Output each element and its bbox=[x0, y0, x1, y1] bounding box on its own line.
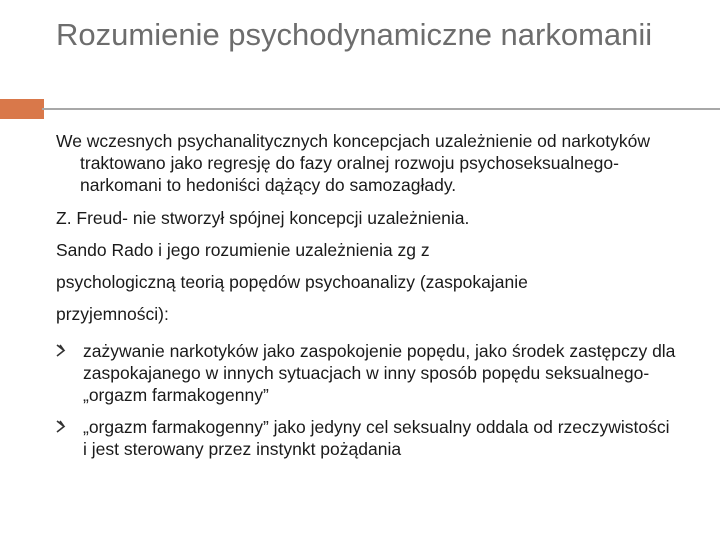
body-line-pleasure: przyjemności): bbox=[56, 304, 169, 324]
list-item bbox=[56, 416, 676, 460]
bullet-text: zażywanie narkotyków jako zaspokojenie popędu, jako środek zastępczy dla zaspokajanego w innych sytuacjach w inny sposób popędu seksualnego- „orgazm farmakogenny” bbox=[83, 341, 676, 405]
body-paragraph: We wczesnych psychanalitycznych koncepcjach uzależnienie od narkotyków traktowano jako regresję do fazy oralnej rozwoju psychoseksualnego- narkomani to hedoniści dążący do samozagłady. bbox=[56, 131, 651, 195]
slide-title: Rozumienie psychodynamiczne narkomanii bbox=[56, 17, 653, 52]
body-line-theory: psychologiczną teorią popędów psychoanalizy (zaspokajanie bbox=[56, 272, 528, 292]
title-divider bbox=[42, 108, 720, 110]
bullet-list bbox=[56, 340, 676, 460]
list-item bbox=[56, 340, 676, 406]
arrow-bullet-icon bbox=[56, 342, 66, 364]
bullet-text: „orgazm farmakogenny” jako jedyny cel seksualny oddala od rzeczywistości i jest sterowany przez instynkt pożądania bbox=[83, 417, 670, 459]
slide-body bbox=[56, 130, 676, 470]
body-line-freud: Z. Freud- nie stworzył spójnej koncepcji uzależnienia. bbox=[56, 208, 470, 228]
arrow-bullet-icon bbox=[56, 418, 66, 440]
body-line-rado: Sando Rado i jego rozumienie uzależnienia zg z bbox=[56, 240, 430, 260]
title-accent-bar bbox=[0, 99, 42, 119]
